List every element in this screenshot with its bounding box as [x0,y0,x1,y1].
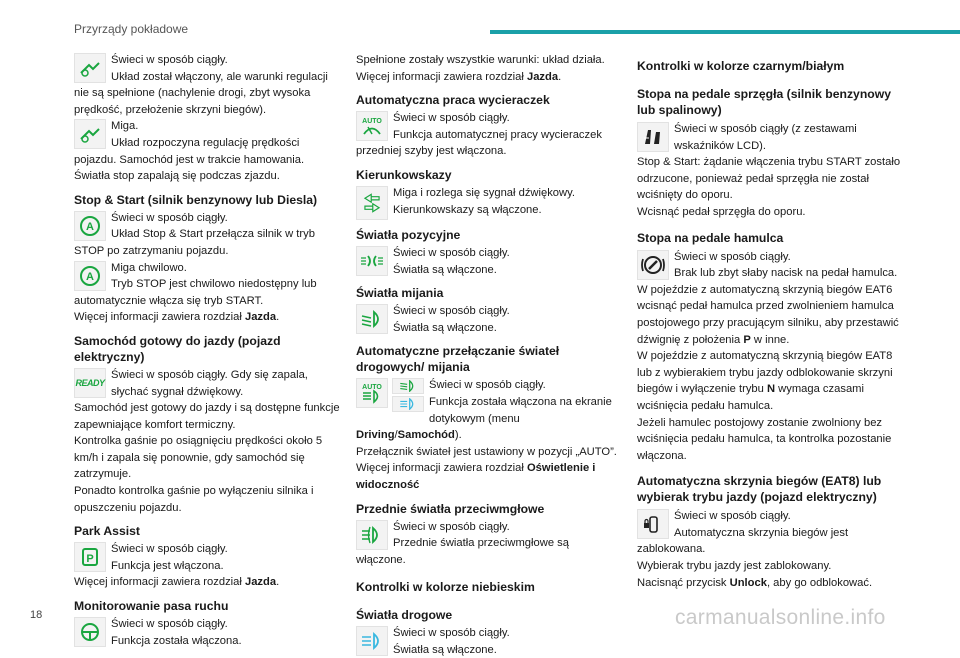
clutch-pedal-icon [637,122,669,152]
dipped-beam-icon [356,304,388,334]
text: Więcej informacji zawiera rozdział [74,576,245,589]
text: Układ rozpoczyna regulację prędkości pojazdu. Samochód jest w trakcie hamowania. Światła stop zapalają się podczas zjazdu. [74,136,305,183]
text: / [394,429,398,442]
heading: Przednie światła przeciwmgłowe [356,501,545,516]
heading: Automatyczne przełączanie świateł drogowych/ mijania [356,344,560,375]
text: Więcej informacji zawiera rozdział [356,462,527,475]
text: Świeci w sposób ciągły. [429,379,546,392]
steering-wheel-icon [74,617,106,647]
column-3 [637,52,901,591]
text: Miga. [111,120,139,133]
text-bold: Jazda [244,311,277,324]
text: Miga chwilowo. [111,261,187,274]
text: Świeci w sposób ciągły. [393,627,510,640]
text: Światła są włączone. [393,321,497,334]
column-1 [74,52,340,649]
text: Brak lub zbyt słaby nacisk na pedał hamulca. [674,267,898,280]
ready-icon [74,368,106,398]
text: Układ Stop & Start przełącza silnik w tryb STOP po zatrzymaniu pojazdu. [74,228,315,257]
cruise-icon [74,119,106,149]
position-lights-icon [356,246,388,276]
front-fog-icon [356,520,388,550]
text: Tryb STOP jest chwilowo niedostępny lub automatycznie włącza się tryb START. [74,278,317,307]
text-bold: Jazda [244,576,277,589]
heading: Kontrolki w kolorze czarnym/białym [637,59,845,73]
heading: Stopa na pedale sprzęgła (silnik benzynowy lub spalinowy) [637,87,891,117]
heading: Automatyczna praca wycieraczek [356,93,550,108]
heading: Światła drogowe [356,608,453,623]
auto-headlamp-icon-text: AUTO [362,384,382,392]
text-bold: Oświetlenie i widoczność [356,462,596,491]
text: Kierunkowskazy są włączone. [393,203,542,216]
text: . [558,70,562,83]
text: Funkcja automatycznej pracy wycieraczek przedniej szyby jest włączona. [356,128,602,158]
text-bold: Jazda [526,70,559,83]
auto-wiper-icon [356,111,388,141]
text: Jeżeli hamulec postojowy zostanie zwolniony bez wciśnięcia pedału hamulca, ta kontrolka pozostanie włączona. [637,416,892,462]
dipped-beam-icon [392,378,424,394]
text: Automatyczna skrzynia biegów jest zablokowana. [637,526,849,556]
text: , aby go odblokować. [766,576,873,589]
heading: Samochód gotowy do jazdy (pojazd elektryczny) [74,333,281,364]
text: . [276,311,280,324]
text: Świeci w sposób ciągły. [111,618,228,631]
text: wymaga czasami wciśnięcia pedału hamulca. [637,383,864,412]
stop-start-icon [74,211,106,241]
text-bold: Samochód [397,429,455,442]
heading: Kontrolki w kolorze niebieskim [356,580,535,595]
gear-selector-lock-icon [637,509,669,539]
park-assist-icon [74,542,106,572]
text: Kontrolka gaśnie po osiągnięciu prędkości około 5 km/h i zapala się ponownie, gdy samochód się zatrzymuje. [74,435,323,481]
text: Funkcja została włączona. [111,634,242,647]
heading: Monitorowanie pasa ruchu [74,599,229,614]
text: Przednie światła przeciwmgłowe są włączone. [356,537,569,566]
text: Stop & Start: żądanie włączenia trybu START zostało odrzucone, ponieważ pedał sprzęgła nie został wciśnięty do oporu. [637,156,901,202]
ready-icon-text: READY [75,377,105,388]
text: Samochód jest gotowy do jazdy i są dostępne funkcje zapewniające komfort termiczny. [74,402,340,431]
heading: Kierunkowskazy [356,167,452,182]
text: Więcej informacji zawiera rozdział [74,311,245,324]
header-accent-bar [490,30,960,34]
text-bold: P [743,333,751,346]
text: Świeci w sposób ciągły. [393,246,510,259]
column-2 [356,52,620,658]
svg-text:P: P [86,553,94,566]
text: Miga i rozlega się sygnał dźwiękowy. [393,186,575,199]
text: Świeci w sposób ciągły. [674,510,791,523]
text: Ponadto kontrolka gaśnie po wyłączeniu silnika i opuszczeniu pojazdu. [74,485,314,514]
text: Świeci w sposób ciągły. [111,543,228,556]
text: Świeci w sposób ciągły. Gdy się zapala, słychać sygnał dźwiękowy. [111,368,308,398]
svg-text:A: A [86,220,94,233]
text: W pojeździe z automatyczną skrzynią biegów EAT6 wcisnąć pedał hamulca przed zwolnieniem hamulca postojowego przy pracującym silniku, aby przestawić dźwignię z położenia [637,283,899,346]
text: Więcej informacji zawiera rozdział [356,70,527,83]
watermark: carmanualsonline.info [675,606,886,629]
text-bold: Driving [356,429,395,442]
text-bold: N [766,383,776,396]
turn-indicator-icon [356,186,388,220]
stop-start-icon [74,261,106,291]
text: Świeci w sposób ciągły. [674,250,791,263]
brake-pedal-icon [637,250,669,280]
main-beam-icon [392,396,424,412]
text: Spełnione zostały wszystkie warunki: układ działa. [356,54,605,66]
text: Świeci w sposób ciągły. [111,211,228,224]
heading: Stop & Start (silnik benzynowy lub Diesla) [74,192,318,207]
text: Świeci w sposób ciągły. [393,305,510,318]
text: Nacisnąć przycisk [637,576,730,589]
text: W pojeździe z automatyczną skrzynią biegów EAT8 lub z wybierakiem trybu jazdy odblokowanie skrzyni biegów i wyłączenie trybu [637,350,893,396]
text: Świeci w sposób ciągły (z zestawami wskaźników LCD). [674,123,857,152]
svg-text:A: A [86,270,94,283]
auto-headlamp-icon [356,378,388,408]
auto-headlamp-icons [356,378,424,412]
heading: Automatyczna skrzynia biegów (EAT8) lub wybierak trybu jazdy (pojazd elektryczny) [637,474,882,505]
text: Wcisnąć pedał sprzęgła do oporu. [637,205,806,218]
main-beam-icon [356,626,388,656]
text: Przełącznik świateł jest ustawiony w pozycji „AUTO”. [356,445,617,458]
text: Światła są włączone. [393,263,497,276]
heading: Światła mijania [356,286,444,301]
page-number: 18 [30,609,43,621]
text: w inne. [750,333,790,346]
heading: Park Assist [74,524,140,539]
heading: Stopa na pedale hamulca [637,230,784,245]
text: . [276,576,280,589]
text: Świeci w sposób ciągły. [393,112,510,125]
text: ). [454,429,462,442]
text: Świeci w sposób ciągły. [393,520,510,533]
page-section-title: Przyrządy pokładowe [74,22,189,36]
cruise-icon [74,53,106,83]
text: Układ został włączony, ale warunki regulacji nie są spełnione (nachylenie drogi, zbyt wysoka prędkość, przełożenie skrzyni biegów). [74,70,328,116]
text: Świeci w sposób ciągły. [111,54,228,66]
text: Wybierak trybu jazdy jest zablokowany. [637,560,832,573]
heading: Światła pozycyjne [356,227,461,242]
text-bold: Unlock [729,576,767,589]
auto-wiper-icon-text: AUTO [362,118,382,126]
text: Światła są włączone. [393,643,497,656]
text: Funkcja została włączona na ekranie dotykowym (menu [429,395,612,425]
text: Funkcja jest włączona. [111,559,224,572]
